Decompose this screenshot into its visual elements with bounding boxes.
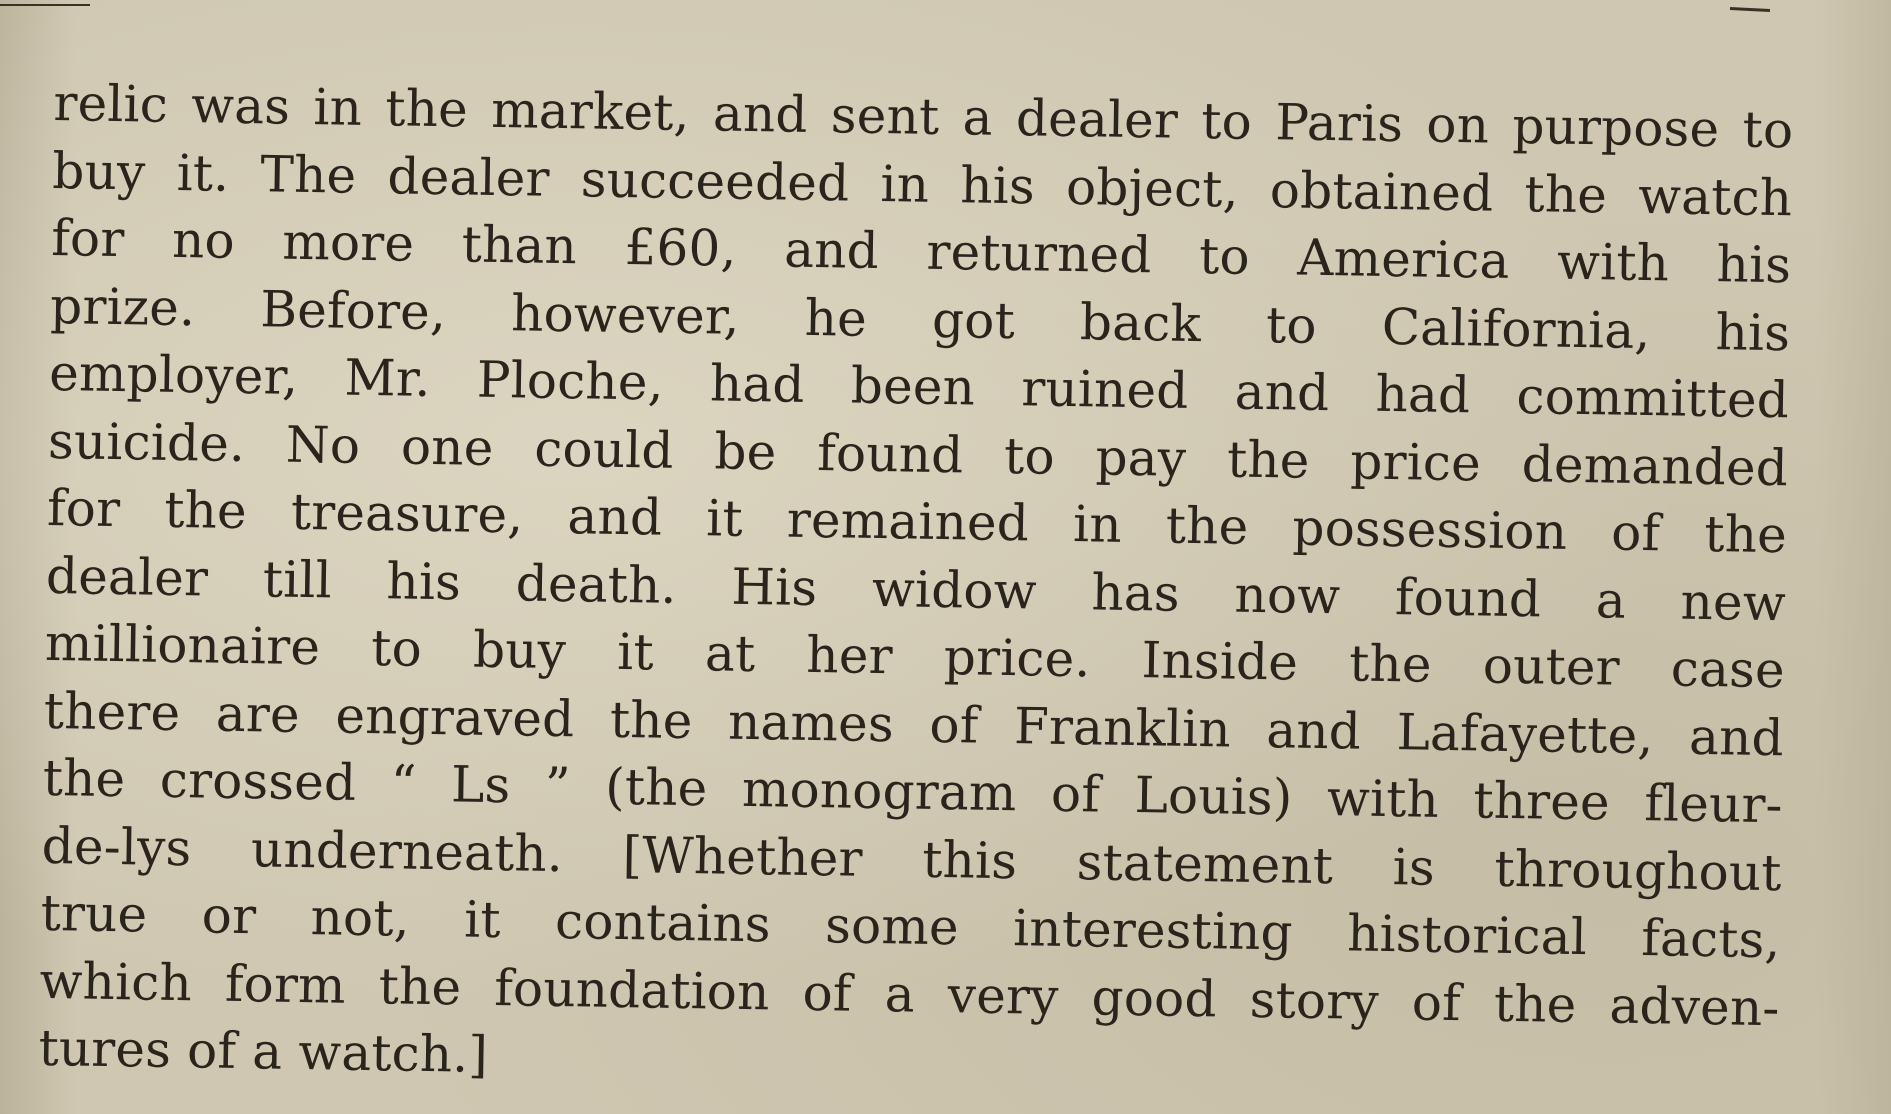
- text-line: for no more than £60, and returned to America with his: [50, 208, 1792, 295]
- text-line: buy it. The dealer succeeded in his object, obtained the watch: [51, 141, 1793, 227]
- top-rule-left: [0, 4, 90, 6]
- text-line: prize. Before, however, he got back to California, his: [49, 276, 1791, 362]
- text-line: for the treasure, and it remained in the possession of the: [46, 478, 1788, 565]
- text-line: millionaire to buy it at her price. Inside the outer case: [44, 613, 1786, 700]
- text-line: suicide. No one could be found to pay the price demanded: [47, 411, 1789, 497]
- text-line: employer, Mr. Ploche, had been ruined and had committed: [48, 343, 1790, 430]
- text-line: true or not, it contains some interesting historical facts,: [40, 883, 1781, 970]
- text-line: the crossed “ Ls ” (the monogram of Louis) with three fleur-: [42, 748, 1784, 835]
- text-line: there are engraved the names of Franklin and Lafayette, and: [43, 681, 1785, 767]
- text-paragraph: [38, 70, 1794, 1110]
- top-rule-right: [1730, 7, 1770, 12]
- text-line: de-lys underneath. [Whether this statement is throughout: [41, 816, 1783, 902]
- text-line: relic was in the market, and sent a dealer to Paris on purpose to: [53, 73, 1794, 160]
- text-line: dealer till his death. His widow has now found a new: [45, 546, 1787, 632]
- text-line: which form the foundation of a very good story of the adven-: [39, 951, 1780, 1037]
- text-line: tures of a watch.]: [38, 1018, 489, 1084]
